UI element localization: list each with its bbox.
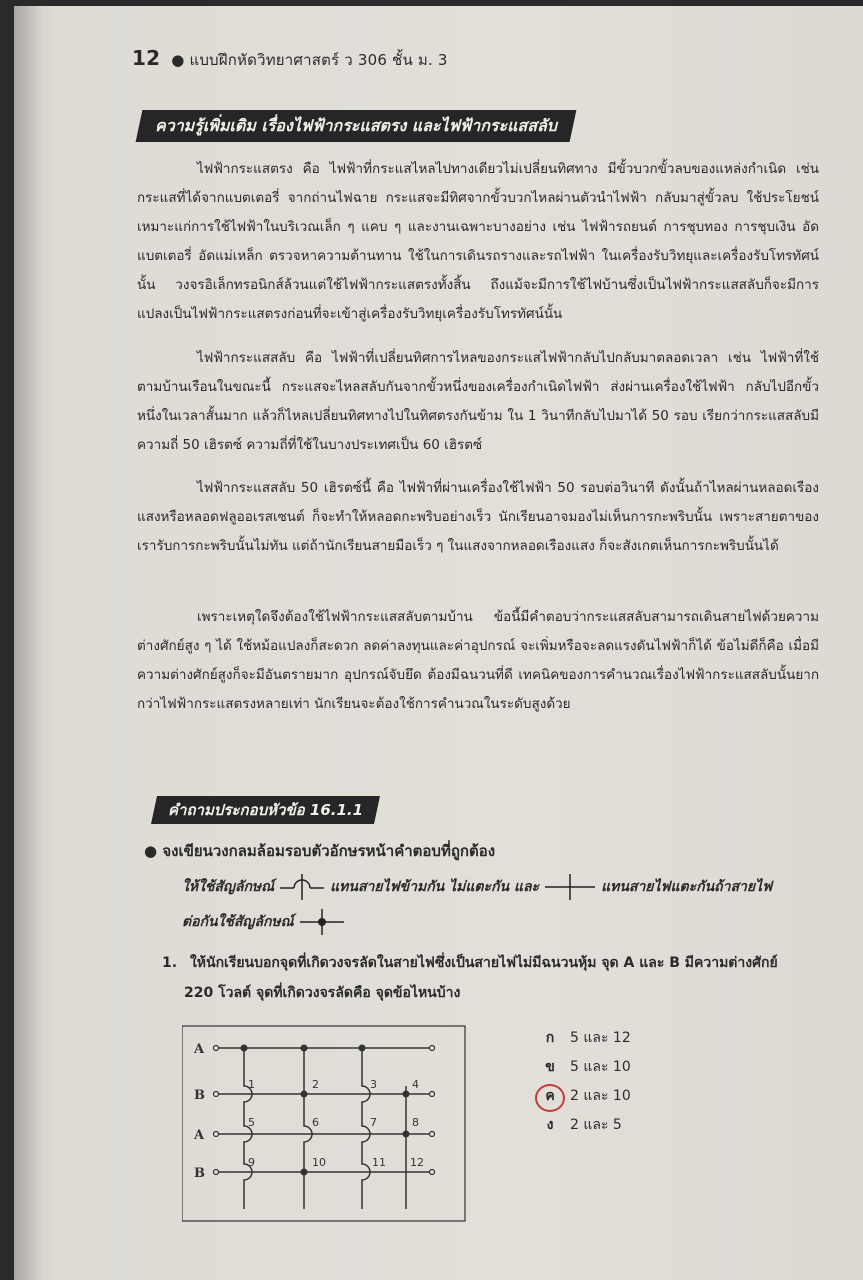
section-banner-text: คำถามประกอบหัวข้อ 16.1.1: [168, 801, 364, 819]
question-1: [162, 948, 832, 1008]
instruction-bullet: ●: [144, 842, 158, 860]
point-label: 3: [370, 1078, 377, 1091]
point-label: 1: [248, 1078, 255, 1091]
paragraph-alternating-current: ไฟฟ้ากระแสสลับ คือ ไฟฟ้าที่เปลี่ยนทิศการไหลของกระแสไฟฟ้ากลับไปกลับมาตลอดเวลา เช่น ไฟฟ้าที่ใช้ตามบ้านเรือนในขณะนี้ กระแสจะไหลสลับกันจากขั้วหนึ่งของเครื่องกำเนิดไฟฟ้า ส่งผ่านเครื่องใช้ไฟฟ้า กลับไปอีกขั้วหนึ่งในเวลาสั้นมาก แล้วก็ไหลเปลี่ยนทิศทางไปในทิศตรงกันข้าม ใน 1 วินาทีกลับไปมาได้ 50 รอบ เรียกว่ากระแสสลับมีความถี่ 50 เฮิรตซ์ ความถี่ที่ใช้ในบางประเทศเป็น 60 เฮิรตซ์: [137, 350, 819, 453]
row-label: A: [194, 1042, 205, 1057]
point-label: 2: [312, 1078, 319, 1091]
answer-choices: [542, 1024, 631, 1140]
question-number: 1.: [162, 955, 178, 971]
terminal: [214, 1046, 219, 1051]
question-text-line-1: ให้นักเรียนบอกจุดที่เกิดวงจรลัดในสายไฟซึ่งเป็นสายไฟไม่มีฉนวนหุ้ม จุด A และ B มีความต่างศักย์: [189, 955, 778, 971]
choice-letter-circled: ค: [542, 1082, 558, 1111]
choice-kho[interactable]: [542, 1053, 631, 1082]
point-label: 9: [248, 1156, 255, 1169]
point-label: 12: [410, 1156, 424, 1169]
terminal: [430, 1132, 435, 1137]
book-title: แบบฝึกหัดวิทยาศาสตร์ ว 306 ชั้น ม. 3: [189, 51, 448, 69]
paragraph-why-ac: เพราะเหตุใดจึงต้องใช้ไฟฟ้ากระแสสลับตามบ้าน ข้อนี้มีคำตอบว่ากระแสสลับสามารถเดินสายไฟด้วยความต่างศักย์สูง ๆ ได้ ใช้หม้อแปลงก็สะดวก ลดค่าลงทุนและค่าอุปกรณ์ จะเพิ่มหรือจะลดแรงดันไฟฟ้าก็ได้ ข้อไม่ดีก็คือ เมื่อมีความต่างศักย์สูงก็จะมีอันตรายมาก อุปกรณ์จับยึด ต้องมีฉนวนที่ดี เทคนิคของการคำนวณเรื่องไฟฟ้ากระแสสลับนั้นยากกว่าไฟฟ้ากระแสตรงหลายเท่า นักเรียนจะต้องใช้การคำนวณในระดับสูงด้วย: [137, 609, 819, 712]
question-text-line-2: 220 โวลต์ จุดที่เกิดวงจรลัดคือ จุดข้อไหนบ้าง: [184, 985, 461, 1001]
section-banner-extra-knowledge: [136, 110, 577, 142]
section-banner-questions: [151, 796, 380, 824]
instruction-text: จงเขียนวงกลมล้อมรอบตัวอักษรหน้าคำตอบที่ถูกต้อง: [162, 842, 496, 860]
row-label: A: [194, 1128, 205, 1143]
paragraph-50hz: ไฟฟ้ากระแสสลับ 50 เฮิรตซ์นี้ คือ ไฟฟ้าที่ผ่านเครื่องใช้ไฟฟ้า 50 รอบต่อวินาที ดังนั้นถ้าไหลผ่านหลอดเรืองแสงหรือหลอดฟลูออเรสเซนต์ ก็จะทำให้หลอดกะพริบอย่างเร็ว นักเรียนอาจมองไม่เห็นการกะพริบนั้น เพราะสายตาของเรารับการกะพริบนั้นไม่ทัน แต่ถ้านักเรียนสายมือเร็ว ๆ ในแสงจากหลอดเรืองแสง ก็จะสังเกตเห็นการกะพริบนั้นได้: [137, 480, 819, 554]
terminal: [214, 1170, 219, 1175]
paragraph-direct-current: ไฟฟ้ากระแสตรง คือ ไฟฟ้าที่กระแสไหลไปทางเดียวไม่เปลี่ยนทิศทาง มีขั้วบวกขั้วลบของแหล่งกำเนิด เช่น กระแสที่ได้จากแบตเตอรี่ จากถ่านไฟฉาย กระแสจะมีทิศจากขั้วบวกไหลผ่านตัวนำไฟฟ้า กลับมาสู่ขั้วลบ ใช้ประโยชน์เหมาะแก่การใช้ไฟฟ้าในบริเวณเล็ก ๆ แคบ ๆ และงานเฉพาะบางอย่าง เช่น ไฟฟ้ารถยนต์ การชุบทอง การชุบเงิน อัดแบตเตอรี่ อัดแม่เหล็ก ตรวจหาความต้านทาน ใช้ในการเดินรถรางและรถไฟฟ้า ในเครื่องรับวิทยุและเครื่องรับโทรทัศน์นั้น วงจรอิเล็กทรอนิกส์ล้วนแต่ใช้ไฟฟ้ากระแสตรงทั้งสิ้น ถึงแม้จะมีการใช้ไฟบ้านซึ่งเป็นไฟฟ้ากระแสสลับก็จะมีการแปลงเป็นไฟฟ้ากระแสตรงก่อนที่จะเข้าสู่เครื่องรับวิทยุเครื่องรับโทรทัศน์นั้น: [137, 161, 819, 322]
header-bullet: ●: [171, 51, 185, 69]
circuit-frame: [182, 1026, 465, 1221]
circuit-diagram: [182, 1024, 467, 1224]
row-label: B: [194, 1166, 205, 1181]
document-page: [14, 6, 863, 1280]
point-label: 7: [370, 1116, 377, 1129]
choice-kho-khwai-selected[interactable]: [542, 1082, 631, 1111]
terminal: [214, 1132, 219, 1137]
point-label: 4: [412, 1078, 419, 1091]
legend-line-2: [182, 909, 344, 935]
choice-text: 2 และ 10: [570, 1088, 631, 1104]
row-label: B: [194, 1088, 205, 1103]
junction: [301, 1091, 308, 1098]
terminal: [214, 1092, 219, 1097]
point-label: 10: [312, 1156, 326, 1169]
terminal: [430, 1046, 435, 1051]
wire-crossing-symbol-icon: [280, 874, 324, 900]
section-banner-text: ความรู้เพิ่มเติม เรื่องไฟฟ้ากระแสตรง และไฟฟ้ากระแสสลับ: [155, 116, 557, 135]
terminal: [430, 1092, 435, 1097]
junction: [403, 1091, 410, 1098]
junction: [301, 1169, 308, 1176]
legend-cross-text: แทนสายไฟข้ามกัน ไม่แตะกัน และ: [330, 879, 540, 895]
choice-text: 2 และ 5: [570, 1117, 622, 1133]
junction: [241, 1045, 248, 1052]
legend-touch-text: แทนสายไฟแตะกันถ้าสายไฟ: [601, 879, 773, 895]
choice-letter: ง: [546, 1117, 554, 1133]
point-label: 6: [312, 1116, 319, 1129]
legend-line-1: [182, 874, 772, 900]
junction: [359, 1045, 366, 1052]
choice-text: 5 และ 10: [570, 1059, 631, 1075]
legend-joined-text: ต่อกันใช้สัญลักษณ์: [182, 914, 294, 930]
point-label: 8: [412, 1116, 419, 1129]
page-number: 12: [132, 46, 161, 70]
choice-letter: ก: [545, 1030, 555, 1046]
junction: [403, 1131, 410, 1138]
vertical-wire-3: [362, 1048, 370, 1209]
legend-prefix: ให้ใช้สัญลักษณ์: [182, 879, 275, 895]
point-label: 11: [372, 1156, 386, 1169]
wire-touch-symbol-icon: [545, 874, 595, 900]
page-edge-shadow: [14, 6, 44, 1280]
vertical-wire-2: [304, 1048, 312, 1209]
junction: [301, 1045, 308, 1052]
choice-ngo[interactable]: [542, 1111, 631, 1140]
terminal: [430, 1170, 435, 1175]
choice-text: 5 และ 12: [570, 1030, 631, 1046]
choice-ko[interactable]: [542, 1024, 631, 1053]
running-header: [132, 46, 448, 72]
instruction-line: [144, 839, 495, 863]
point-label: 5: [248, 1116, 255, 1129]
wire-joined-symbol-icon: [300, 909, 344, 935]
choice-letter: ข: [545, 1059, 555, 1075]
